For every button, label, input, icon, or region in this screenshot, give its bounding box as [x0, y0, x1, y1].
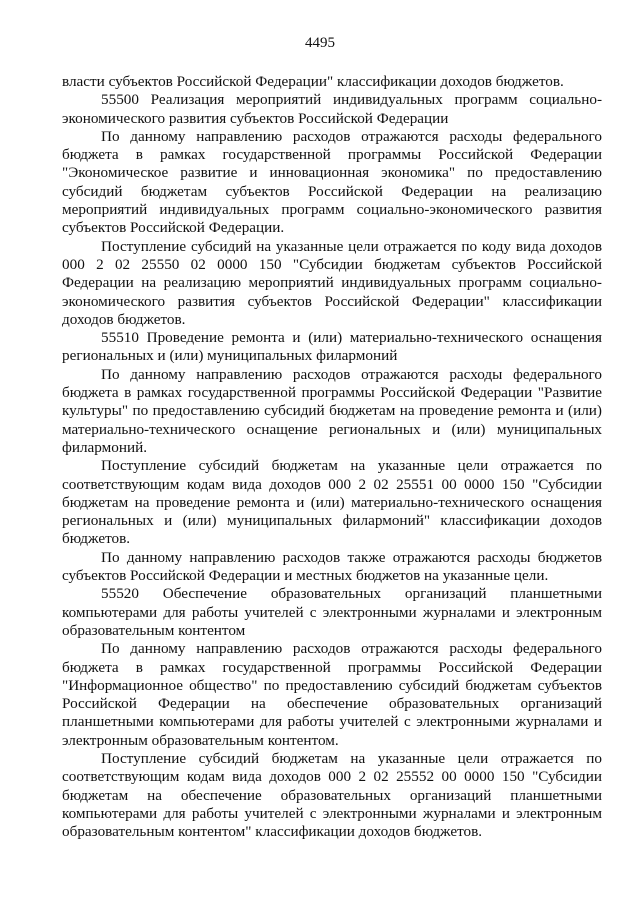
paragraph-55520-expenses: По данному направлению расходов отражаются расходы федерального бюджета в рамках государственной программы Российской Федерации "Информационное общество" по предоставлению субсидий бюджетам субъектов Российской Федерации на обеспечение образовательных организаций планшетными компьютерами для работы учителей с электронными журналами и электронным образовательным контентом. [62, 640, 602, 749]
paragraph-continuation: власти субъектов Российской Федерации" классификации доходов бюджетов. [62, 73, 564, 90]
paragraph-55510-expenses: По данному направлению расходов отражаются расходы федерального бюджета в рамках государственной программы Российской Федерации "Развитие культуры" по предоставлению субсидий бюджетам на проведение ремонта и (или) материально-технического оснащение региональных и (или) муниципальных филармоний. [62, 365, 602, 456]
paragraph-55500-income: Поступление субсидий на указанные цели отражается по коду вида доходов 000 2 02 25550 02 0000 150 "Субсидии бюджетам субъектов Российской Федерации на реализацию мероприятий индивидуальных программ социально-экономического развития субъектов Российской Федерации" классификации доходов бюджетов. [62, 237, 602, 328]
page-number: 4495 [305, 35, 335, 51]
section-heading-55520: 55520 Обеспечение образовательных организаций планшетными компьютерами для работы учителей с электронными журналами и электронным образовательным контентом [62, 585, 602, 639]
section-heading-55500: 55500 Реализация мероприятий индивидуальных программ социально-экономического развития субъектов Российской Федерации [62, 91, 602, 127]
paragraph-55520-income: Поступление субсидий бюджетам на указанные цели отражается по соответствующим кодам вида доходов 000 2 02 25552 00 0000 150 "Субсидии бюджетам на обеспечение образовательных организаций планшетными компьютерами для работы учителей с электронными журналами и электронным образовательным контентом" классификации доходов бюджетов. [62, 749, 602, 841]
paragraph-55500-expenses: По данному направлению расходов отражаются расходы федерального бюджета в рамках государственной программы Российской Федерации "Экономическое развитие и инновационная экономика" по предоставлению субсидий бюджетам субъектов Российской Федерации на реализацию мероприятий индивидуальных программ социально-экономического развития субъектов Российской Федерации. [62, 127, 602, 237]
paragraph-55510-income: Поступление субсидий бюджетам на указанные цели отражается по соответствующим кодам вида доходов 000 2 02 25551 00 0000 150 "Субсидии бюджетам на проведение ремонта и (или) материально-технического оснащения региональных и (или) муниципальных филармоний" классификации доходов бюджетов. [62, 457, 602, 548]
paragraph-55510-regional: По данному направлению расходов также отражаются расходы бюджетов субъектов Российской Федерации и местных бюджетов на указанные цели. [62, 548, 602, 585]
body-text [62, 73, 602, 841]
section-heading-55510: 55510 Проведение ремонта и (или) материально-технического оснащения региональных и (или) муниципальных филармоний [62, 329, 602, 365]
